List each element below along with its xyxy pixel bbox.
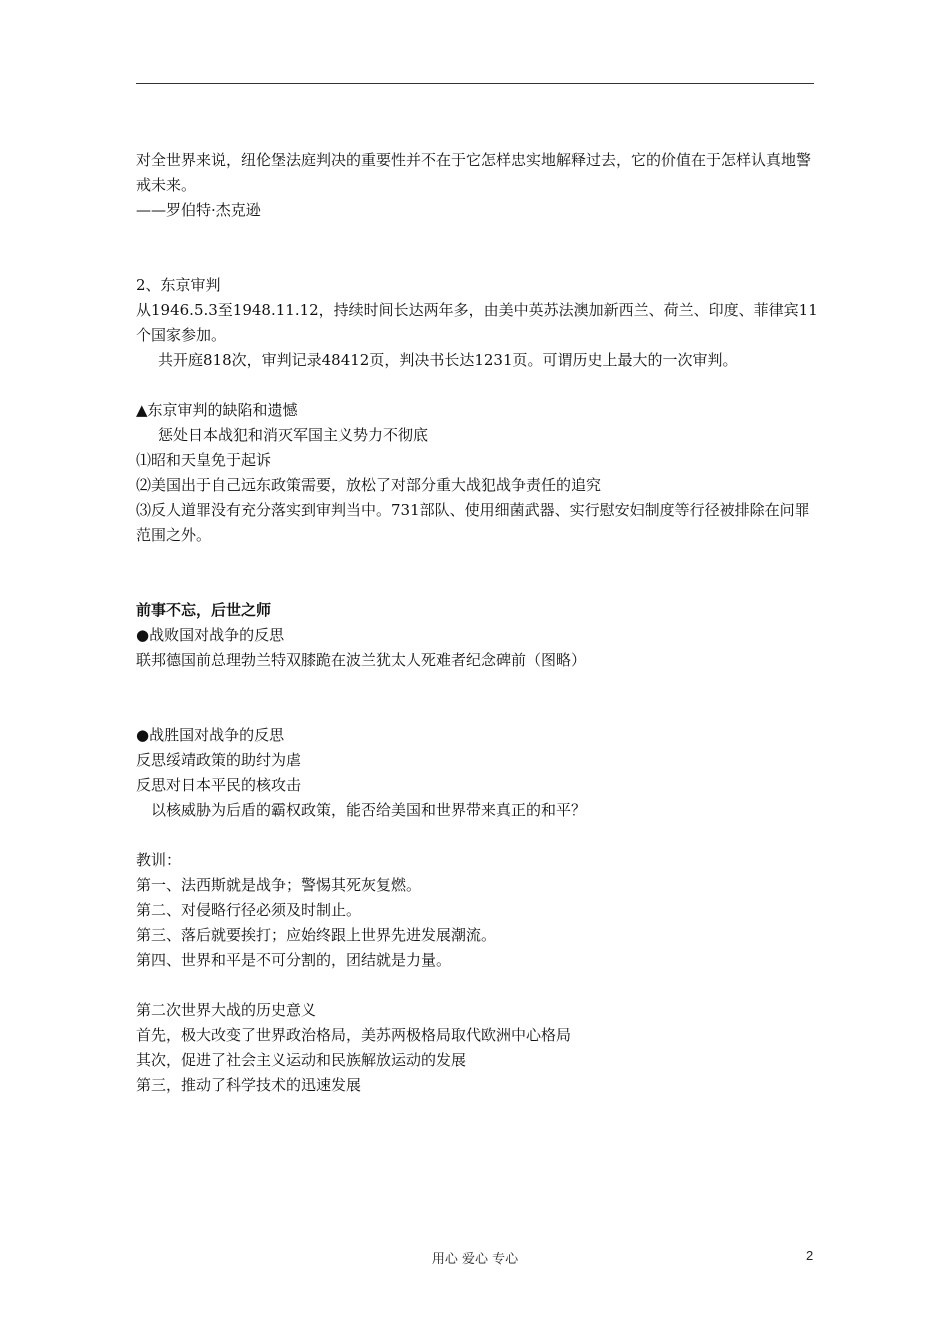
header-rule <box>136 83 814 84</box>
defect-item: ⑶反人道罪没有充分落实到审判当中。731部队、使用细菌武器、实行慰安妇制度等行径被排除在问罪范围之外。 <box>136 501 810 544</box>
teaching-item: 第四、世界和平是不可分割的，团结就是力量。 <box>136 951 452 969</box>
teaching-item: 第二、对侵略行径必须及时制止。 <box>136 901 362 919</box>
page-number: 2 <box>806 1248 814 1263</box>
section-heading-tokyo: 2、东京审判 <box>136 276 221 294</box>
significance-item: 其次，促进了社会主义运动和民族解放运动的发展 <box>136 1051 467 1069</box>
footer-motto: 用心 爱心 专心 <box>431 1252 519 1267</box>
quote-author: ——罗伯特·杰克逊 <box>136 201 261 219</box>
teaching-item: 第三、落后就要挨打；应始终跟上世界先进发展潮流。 <box>136 926 497 944</box>
spacer <box>136 673 820 723</box>
spacer <box>136 223 820 273</box>
defect-item: ⑵美国出于自己远东政策需要，放松了对部分重大战犯战争责任的追究 <box>136 476 602 494</box>
teachings-heading: 教训： <box>136 851 182 869</box>
defeated-text: 联邦德国前总理勃兰特双膝跪在波兰犹太人死难者纪念碑前（图略） <box>136 651 587 669</box>
tokyo-paragraph-1: 从1946.5.3至1948.11.12，持续时间长达两年多，由美中英苏法澳加新西兰、荷兰、印度、菲律宾11个国家参加。 <box>136 301 818 344</box>
victors-item: 反思对日本平民的核攻击 <box>136 776 302 794</box>
defects-summary: 惩处日本战犯和消灭军国主义势力不彻底 <box>158 426 429 444</box>
defeated-heading: ●战败国对战争的反思 <box>136 626 285 644</box>
spacer <box>136 823 820 848</box>
spacer <box>136 973 820 998</box>
spacer <box>136 373 820 398</box>
lessons-title: 前事不忘，后世之师 <box>136 601 272 619</box>
victors-question: 以核威胁为后盾的霸权政策，能否给美国和世界带来真正的和平？ <box>151 801 587 819</box>
defect-item: ⑴昭和天皇免于起诉 <box>136 451 272 469</box>
teaching-item: 第一、法西斯就是战争；警惕其死灰复燃。 <box>136 876 422 894</box>
victors-heading: ●战胜国对战争的反思 <box>136 726 285 744</box>
defects-heading: ▲东京审判的缺陷和遗憾 <box>136 401 298 419</box>
page-content <box>136 148 820 1098</box>
significance-item: 第三，推动了科学技术的迅速发展 <box>136 1076 362 1094</box>
significance-heading: 第二次世界大战的历史意义 <box>136 1001 317 1019</box>
quote-text: 对全世界来说，纽伦堡法庭判决的重要性并不在于它怎样忠实地解释过去，它的价值在于怎样认真地警戒未来。 <box>136 151 812 194</box>
significance-item: 首先，极大改变了世界政治格局，美苏两极格局取代欧洲中心格局 <box>136 1026 572 1044</box>
tokyo-paragraph-2: 共开庭818次，审判记录48412页，判决书长达1231页。可谓历史上最大的一次审判。 <box>158 351 738 369</box>
spacer <box>136 548 820 598</box>
victors-item: 反思绥靖政策的助纣为虐 <box>136 751 302 769</box>
